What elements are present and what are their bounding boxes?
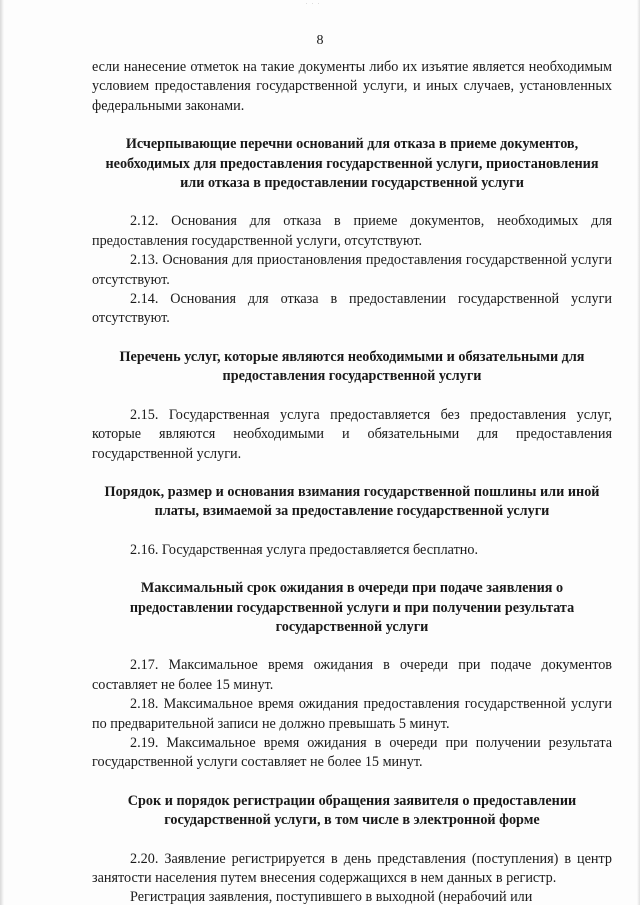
section-heading-fees: Порядок, размер и основания взимания государственной пошлины или иной платы, взимаемой за предоставление государственной услуги [104,483,600,520]
paragraph-2-12: 2.12. Основания для отказа в приеме документов, необходимых для предоставления государственной услуги, отсутствуют. [92,213,612,249]
paragraph-2-19: 2.19. Максимальное время ожидания в очереди при получении результата государственной услуги составляет не более 15 минут. [92,734,612,771]
section-heading-required-services: Перечень услуг, которые являются необходимыми и обязательными для предоставления государственной услуги [119,348,585,385]
paragraph-2-15: 2.15. Государственная услуга предоставляется без предоставления услуг, которые являются необходимыми и обязательными для предоставления государственной услуги. [92,406,612,462]
paragraph-2-16: 2.16. Государственная услуга предоставляется бесплатно. [130,541,479,558]
paragraph-2-20: 2.20. Заявление регистрируется в день представления (поступления) в центр занятости населения путем внесения содержащихся в нем данных в регистр. [92,850,612,886]
paragraph-2-13: 2.13. Основания для приостановления предоставления государственной услуги отсутствуют. [92,252,612,288]
section-body-registration [92,850,612,908]
scan-edge-left [0,0,4,905]
document-body [92,58,612,908]
section-body-fees [92,541,612,560]
page-number: 8 [316,33,324,48]
section-body-queue-time [92,656,612,772]
section-body-required-services [92,406,612,464]
paragraph-2-14: 2.14. Основания для отказа в предоставлении государственной услуги отсутствуют. [92,291,612,327]
section-body-refusal-grounds [92,212,612,328]
section-heading-refusal-grounds: Исчерпывающие перечни оснований для отказа в приеме документов, необходимых для предоставления государственной услуги, приостановления или отказа в предоставлении государственной услуги [105,136,599,192]
paragraph-registration-continued: Регистрация заявления, поступившего в выходной (нерабочий или [130,889,533,906]
section-heading-queue-time: Максимальный срок ожидания в очереди при подаче заявления о предоставлении государственной услуги и при получении результата государственной услуги [129,580,575,635]
header-mark: · · · [305,0,321,8]
section-heading-registration: Срок и порядок регистрации обращения заявителя о предоставлении государственной услуги, в том числе в электронной форме [127,792,577,829]
paragraph-2-17: 2.17. Максимальное время ожидания в очереди при подаче документов составляет не более 15 минут. [92,657,612,693]
intro-paragraph: если нанесение отметок на такие документы либо их изъятие является необходимым условием предоставления государственной услуги, и иных случаев, установленных федеральными законами. [92,59,612,114]
paragraph-2-18: 2.18. Максимальное время ожидания предоставления государственной услуги по предварительной записи не должно превышать 5 минут. [92,696,612,732]
